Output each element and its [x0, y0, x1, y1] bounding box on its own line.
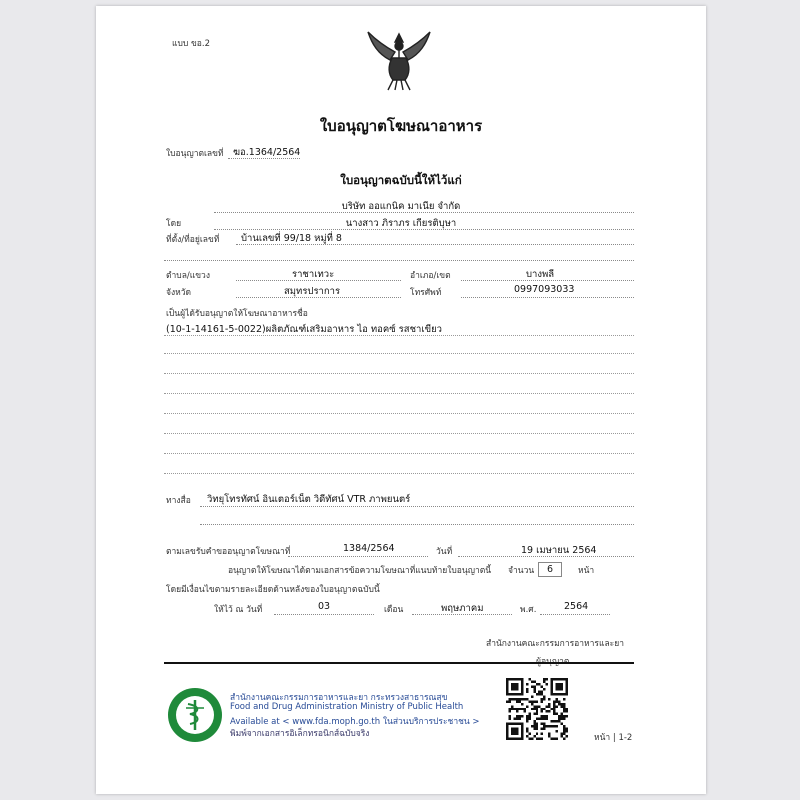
- authorizer-label: ผู้อนุญาต: [536, 657, 570, 667]
- licensee-label: เป็นผู้ได้รับอนุญาตให้โฆษณาอาหารชื่อ: [166, 309, 308, 319]
- company-name: บริษัท ออแกนิค มาเนีย จำกัด: [341, 201, 461, 212]
- garuda-emblem-icon: [364, 28, 434, 94]
- dotted-line: [164, 353, 634, 354]
- given-month: พฤษภาคม: [441, 603, 484, 614]
- dotted-line: [214, 229, 634, 230]
- dotted-line: [236, 297, 401, 298]
- subdistrict-value: ราชาเทวะ: [292, 269, 335, 280]
- address-label: ที่ตั้ง/ที่อยู่เลขที่: [166, 235, 220, 245]
- dotted-line: [164, 373, 634, 374]
- by-label: โดย: [166, 219, 182, 229]
- dotted-line: [458, 556, 634, 557]
- permit-text: อนุญาตให้โฆษณาได้ตามเอกสารข้อความโฆษณาที่แนบท้ายใบอนุญาตนี้: [228, 566, 492, 576]
- footer-english: Food and Drug Administration Ministry of Public Health: [230, 702, 464, 712]
- dotted-line: [164, 335, 634, 336]
- dotted-line: [200, 524, 634, 525]
- dotted-line: [274, 614, 374, 615]
- qr-code-icon: [506, 678, 568, 744]
- license-document: [96, 6, 706, 794]
- date-label: วันที่: [436, 547, 453, 557]
- dotted-line: [461, 297, 634, 298]
- district-label: อำเภอ/เขต: [410, 271, 451, 281]
- phone-label: โทรศัพท์: [410, 288, 442, 298]
- dotted-line: [164, 413, 634, 414]
- dotted-line: [236, 280, 401, 281]
- license-no: ฆอ.1364/2564: [233, 147, 301, 158]
- dotted-line: [164, 433, 634, 434]
- footer-thai: สำนักงานคณะกรรมการอาหารและยา กระทรวงสาธารณสุข: [230, 693, 448, 703]
- dotted-line: [164, 260, 634, 261]
- dotted-line: [288, 556, 428, 557]
- dotted-line: [228, 158, 300, 159]
- request-date: 19 เมษายน 2564: [521, 545, 597, 556]
- granted-heading: ใบอนุญาตฉบับนี้ให้ไว้แก่: [340, 173, 462, 187]
- dotted-line: [164, 473, 634, 474]
- page-number: หน้า | 1-2: [594, 733, 633, 743]
- phone-value: 0997093033: [514, 284, 575, 295]
- dotted-line: [164, 393, 634, 394]
- page-unit: หน้า: [578, 566, 595, 576]
- given-day: 03: [318, 601, 331, 612]
- province-value: สมุทรปราการ: [284, 286, 341, 297]
- product-name: (10-1-14161-5-0022)ผลิตภัณฑ์เสริมอาหาร ไอ ทอคซ์ รสชาเขียว: [166, 324, 443, 335]
- license-no-label: ใบอนุญาตเลขที่: [166, 149, 224, 159]
- dotted-line: [214, 212, 634, 213]
- province-label: จังหวัด: [166, 288, 192, 298]
- dotted-line: [412, 614, 512, 615]
- condition-text: โดยมีเงื่อนไขตามรายละเอียดด้านหลังของใบอนุญาตฉบับนี้: [166, 585, 380, 595]
- year-label: พ.ศ.: [520, 605, 537, 615]
- count-label: จำนวน: [508, 566, 535, 576]
- district-value: บางพลี: [526, 269, 555, 280]
- dotted-line: [236, 244, 634, 245]
- dotted-line: [461, 280, 634, 281]
- address-value: บ้านเลขที่ 99/18 หมู่ที่ 8: [241, 233, 342, 244]
- media-label: ทางสื่อ: [166, 496, 191, 506]
- document-title: ใบอนุญาตโฆษณาอาหาร: [319, 117, 483, 135]
- footer-note: พิมพ์จากเอกสารอิเล็กทรอนิกส์ฉบับจริง: [230, 729, 370, 739]
- dotted-line: [164, 453, 634, 454]
- dotted-line: [540, 614, 610, 615]
- given-year: 2564: [564, 601, 589, 612]
- fda-logo-icon: [166, 686, 224, 744]
- subdistrict-label: ตำบล/แขวง: [166, 271, 210, 281]
- form-code: แบบ ขอ.2: [172, 39, 210, 49]
- authority-name: สำนักงานคณะกรรมการอาหารและยา: [486, 639, 624, 649]
- dotted-line: [200, 506, 634, 507]
- month-label: เดือน: [384, 605, 404, 615]
- request-no-label: ตามเลขรับคำขออนุญาตโฆษณาที่: [166, 547, 291, 557]
- request-no: 1384/2564: [343, 543, 395, 554]
- media-value: วิทยุโทรทัศน์ อินเตอร์เน็ต วิดีทัศน์ VTR ภาพยนตร์: [207, 494, 411, 505]
- by-value: นางสาว ภิราภร เกียรติบุษา: [345, 218, 457, 229]
- page-count: 6: [538, 562, 562, 577]
- footer-url: Available at < www.fda.moph.go.th ในส่วนบริการประชาชน >: [230, 717, 480, 727]
- footer-divider: [164, 662, 634, 664]
- given-label: ให้ไว้ ณ วันที่: [214, 605, 263, 615]
